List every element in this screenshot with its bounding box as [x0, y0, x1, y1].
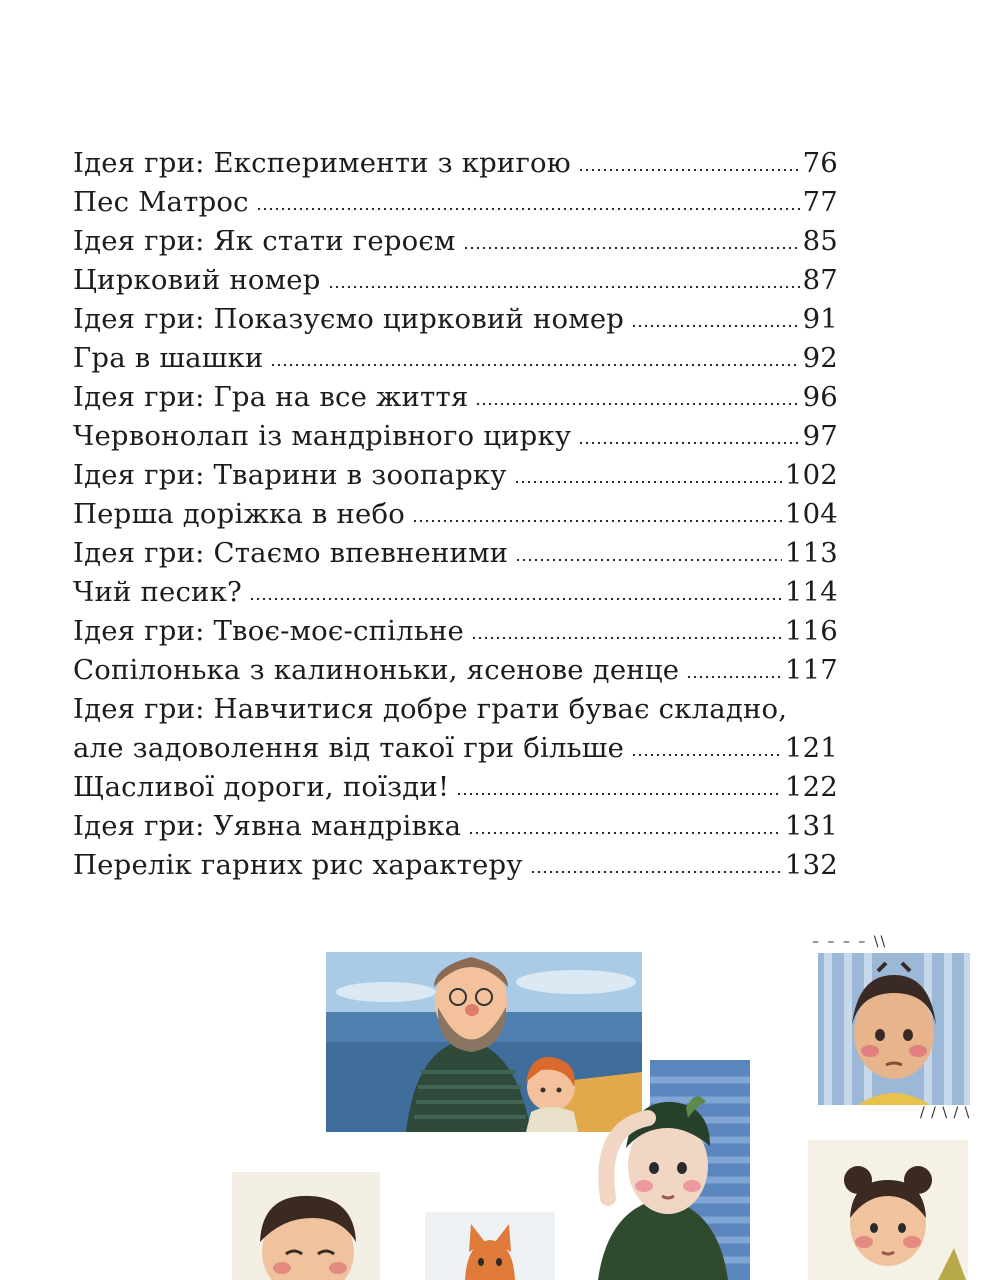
toc-page-number: 122 [784, 771, 838, 803]
toc-entry [73, 261, 838, 300]
toc-page-number: 85 [802, 225, 838, 257]
toc-entry [73, 300, 838, 339]
toc-entry-title: Ідея гри: Стаємо впевненими [73, 537, 509, 569]
toc-page-number: 121 [784, 732, 838, 764]
toc-entry-title: Перша доріжка в небо [73, 498, 406, 530]
toc-entry [73, 768, 838, 807]
toc-page-number: 104 [784, 498, 838, 530]
toc-page-number: 117 [784, 654, 838, 686]
toc-entry-title: Чий песик? [73, 576, 242, 608]
toc-page-number: 87 [802, 264, 838, 296]
dot-leader [412, 520, 782, 522]
toc-entry-title: Щасливої дороги, поїзди! [73, 771, 450, 803]
toc-page-number: 116 [784, 615, 838, 647]
toc-entry-title: Ідея гри: Як стати героєм [73, 225, 456, 257]
dot-leader [578, 442, 799, 444]
dot-leader [530, 871, 782, 873]
toc-entry [73, 573, 838, 612]
toc-page-number: 91 [802, 303, 838, 335]
illustration-red-cat [425, 1212, 555, 1280]
toc-page-number: 92 [802, 342, 838, 374]
toc-entry [73, 534, 838, 573]
dot-leader [578, 169, 800, 171]
toc-entry [73, 690, 838, 768]
toc-entry [73, 417, 838, 456]
toc-entry-title: Ідея гри: Уявна мандрівка [73, 810, 462, 842]
dot-leader [475, 403, 799, 405]
toc-entry [73, 846, 838, 885]
dot-leader [456, 793, 782, 795]
scribble-bottom: / / \ / \ [920, 1105, 971, 1121]
toc-entry-title: Пес Матрос [73, 186, 249, 218]
toc-page-number: 132 [784, 849, 838, 881]
toc-entry-title: Сопілонька з калиноньки, ясенове денце [73, 654, 680, 686]
toc-entry-title: Ідея гри: Тварини в зоопарку [73, 459, 507, 491]
dot-leader [514, 481, 782, 483]
toc-page-number: 131 [784, 810, 838, 842]
toc-page-number: 77 [802, 186, 838, 218]
dot-leader [270, 364, 799, 366]
toc-entry-title: Ідея гри: Експерименти з кригою [73, 147, 571, 179]
illustration-boy-green-hat [588, 1088, 738, 1280]
dot-leader [631, 325, 800, 327]
toc-entry-title: Цирковий номер [73, 264, 321, 296]
toc-page-number: 114 [784, 576, 838, 608]
toc-entry-title-line2: але задоволення від такої гри більше [73, 732, 625, 764]
toc-entry [73, 222, 838, 261]
toc-entry [73, 339, 838, 378]
dot-leader [515, 559, 782, 561]
toc-entry-title: Ідея гри: Показуємо цирковий номер [73, 303, 625, 335]
table-of-contents [73, 144, 838, 885]
toc-entry [73, 378, 838, 417]
scribble-top: – – – – \\ [812, 934, 888, 950]
toc-entry-title: Гра в шашки [73, 342, 264, 374]
dot-leader [686, 676, 782, 678]
toc-page-number: 97 [802, 420, 838, 452]
toc-page-number: 113 [784, 537, 838, 569]
toc-page-number: 102 [784, 459, 838, 491]
toc-entry [73, 807, 838, 846]
toc-entry [73, 651, 838, 690]
toc-page-number: 96 [802, 381, 838, 413]
toc-entry-title: Перелік гарних рис характеру [73, 849, 523, 881]
toc-entry [73, 612, 838, 651]
toc-entry [73, 183, 838, 222]
toc-entry [73, 495, 838, 534]
toc-entry-title: Ідея гри: Твоє-моє-спільне [73, 615, 464, 647]
dot-leader [471, 637, 782, 639]
toc-page-number: 76 [802, 147, 838, 179]
toc-entry [73, 144, 838, 183]
dot-leader [463, 247, 800, 249]
toc-entry-title-line1: Ідея гри: Навчитися добре грати буває складно, [73, 693, 788, 725]
toc-entry [73, 456, 838, 495]
illustration-smiling-boy [232, 1172, 380, 1280]
toc-entry-title: Червонолап із мандрівного цирку [73, 420, 572, 452]
illustration-girl-pigtails [808, 1140, 968, 1280]
dot-leader [468, 832, 782, 834]
dot-leader [328, 286, 800, 288]
illustration-girl-portrait [818, 953, 970, 1105]
dot-leader [249, 598, 782, 600]
dot-leader [631, 754, 782, 756]
toc-entry-title: Ідея гри: Гра на все життя [73, 381, 469, 413]
dot-leader [256, 208, 800, 210]
